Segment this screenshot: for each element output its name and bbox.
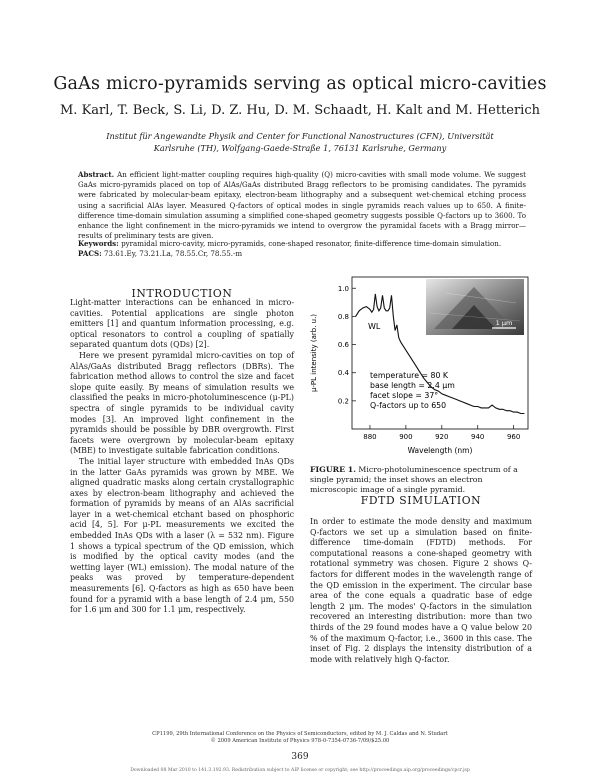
intro-heading: INTRODUCTION	[131, 287, 233, 300]
x-tick-label: 880	[363, 433, 377, 441]
intro-paragraph-3: The initial layer structure with embedded InAs QDs in the latter GaAs pyramids was grown by MBE. We aligned quadratic masks along certain crystallographic axes by electron-beam lithography and achieved the formation of pyramids by means of an AlAs sacrificial layer in a wet-chemical etchant based on phosphoric acid [4, 5]. For μ-PL measurements we excited the embedded InAs QDs with a laser (λ = 532 nm). Figure 1 shows a typical spectrum of the QD emission, which is modified by the optical cavity modes (and the wetting layer (WL) emission). The modal nature of the peaks was proved by temperature-dependent measurements [6]. Q-factors as high as 650 have been found for a pyramid with a base length of 2.4 μm, 550 for 1.6 μm and 300 for 1.1 μm, respectively.	[70, 456, 294, 615]
caption-label: FIGURE 1.	[310, 465, 356, 474]
author-list: M. Karl, T. Beck, S. Li, D. Z. Hu, D. M. Schaadt, H. Kalt and M. Hetterich	[60, 103, 540, 118]
y-axis-ticks	[338, 285, 356, 406]
sem-inset-image	[426, 279, 524, 335]
wl-label: WL	[368, 322, 381, 331]
fdtd-heading: FDTD SIMULATION	[360, 494, 482, 507]
y-tick-label: 0.8	[337, 312, 349, 321]
annotation-base-length: base length = 2.4 μm	[370, 381, 455, 390]
x-axis-ticks	[363, 425, 520, 441]
y-tick-label: 1.0	[337, 284, 349, 293]
caption-text: Micro-photoluminescence spectrum of a single pyramid; the inset shows an electron microscopic image of a single pyramid.	[310, 465, 518, 495]
pacs-label: PACS:	[78, 248, 102, 258]
abstract	[78, 170, 526, 241]
annotation-temperature: temperature = 80 K	[370, 371, 449, 380]
x-tick-label: 940	[471, 433, 485, 441]
annotation-q-factors: Q-factors up to 650	[370, 401, 447, 410]
y-tick-label: 0.2	[337, 397, 349, 406]
fdtd-body	[310, 517, 532, 665]
affiliation-line-2: Karlsruhe (TH), Wolfgang-Gaede-Straße 1, 76131 Karlsruhe, Germany	[153, 143, 447, 153]
y-tick-label: 0.4	[337, 369, 349, 378]
x-tick-label: 920	[435, 433, 449, 441]
x-tick-label: 900	[399, 433, 413, 441]
keywords-text: pyramidal micro-cavity, micro-pyramids, cone-shaped resonator, finite-difference time-domain simulation.	[121, 239, 502, 248]
paper-title: GaAs micro-pyramids serving as optical micro-cavities	[53, 74, 547, 94]
x-axis-label: Wavelength (nm)	[407, 446, 473, 455]
footer-citation	[0, 731, 600, 745]
download-notice: Downloaded 08 Mar 2010 to 141.3.192.93. Redistribution subject to AIP license or copyright; see http://proceedings.aip.org/proceedings/cpcr.jsp	[130, 768, 470, 773]
affiliation-line-1: Institut für Angewandte Physik and Center for Functional Nanostructures (CFN), Universität	[106, 131, 494, 141]
keywords-block	[78, 239, 526, 258]
abstract-label: Abstract.	[78, 170, 115, 179]
intro-body	[70, 298, 294, 616]
y-axis-label: μ-PL intensity (arb. u.)	[310, 313, 318, 393]
fdtd-paragraph-1: In order to estimate the mode density and maximum Q-factors we set up a simulation based on finite-difference time-domain (FDTD) methods. For computational reasons a cone-shaped geometry with rotational symmetry was chosen. Figure 2 shows Q-factors for different modes in the wavelength range of the QD emission in the experiment. The circular base area of the cone equals a quadratic base of edge length 2 μm. The modes' Q-factors in the simulation recovered an interesting distribution: more than two thirds of the 29 found modes have a Q value below 20 % of the maximum Q-factor, i.e., 3600 in this case. The inset of Fig. 2 displays the intensity distribution of a mode with relatively high Q-factor.	[310, 517, 532, 664]
intro-paragraph-2: Here we present pyramidal micro-cavities on top of AlAs/GaAs distributed Bragg reflectors (DBRs). The fabrication method allows to control the size and facet slope quite easily. By means of simulation results we classified the peaks in micro-photoluminescence (μ-PL) spectra of single pyramids to be individual cavity modes [3]. An improved light confinement in the pyramids should be possible by DBR overgrowth. First facets were overgrown by molecular-beam epitaxy (MBE) to investigate suitable fabrication conditions.	[70, 350, 294, 456]
keywords-label: Keywords:	[78, 239, 119, 248]
abstract-text: An efficient light-matter coupling requires high-quality (Q) micro-cavities with small mode volume. We suggest GaAs micro-pyramids placed on top of AlAs/GaAs distributed Bragg reflectors to be promising candidates. The pyramids were fabricated by molecular-beam epitaxy, electron-beam lithography and a subsequent wet-chemical etching process using a sacrificial AlAs layer. Measured Q-factors of optical modes in single pyramids reach values up to 650. A finite-difference time-domain simulation assuming a simplified cone-shaped geometry suggests possible Q-factors up to 3600. To enhance the light confinement in the micro-pyramids we intend to overgrow the pyramidal facets with a Bragg mirror—results of preliminary tests are given.	[78, 170, 526, 241]
footer-copyright: © 2009 American Institute of Physics 978-0-7354-0736-7/09/$25.00	[210, 738, 390, 744]
footer-conference: CP1199, 29th International Conference on the Physics of Semiconductors, edited by M. J. Caldas and N. Studart	[152, 731, 448, 737]
affiliation	[100, 130, 500, 154]
page-number: 369	[291, 752, 309, 762]
pacs-text: 73.61.Ey, 73.21.La, 78.55.Cr, 78.55.-m	[103, 248, 243, 258]
figure-1-caption	[310, 465, 532, 496]
figure-1-chart	[306, 273, 532, 457]
intro-paragraph-1: Light-matter interactions can be enhanced in micro-cavities. Potential applications are single photon emitters [1] and quantum information processing, e.g. optical resonators to control a coupling of spatially separated quantum dots (QDs) [2].	[70, 298, 294, 350]
y-tick-label: 0.6	[337, 341, 349, 350]
annotation-facet-slope: facet slope = 37°	[370, 391, 439, 400]
x-tick-label: 960	[506, 433, 521, 441]
inset-scale-label: 1 μm	[495, 319, 513, 327]
